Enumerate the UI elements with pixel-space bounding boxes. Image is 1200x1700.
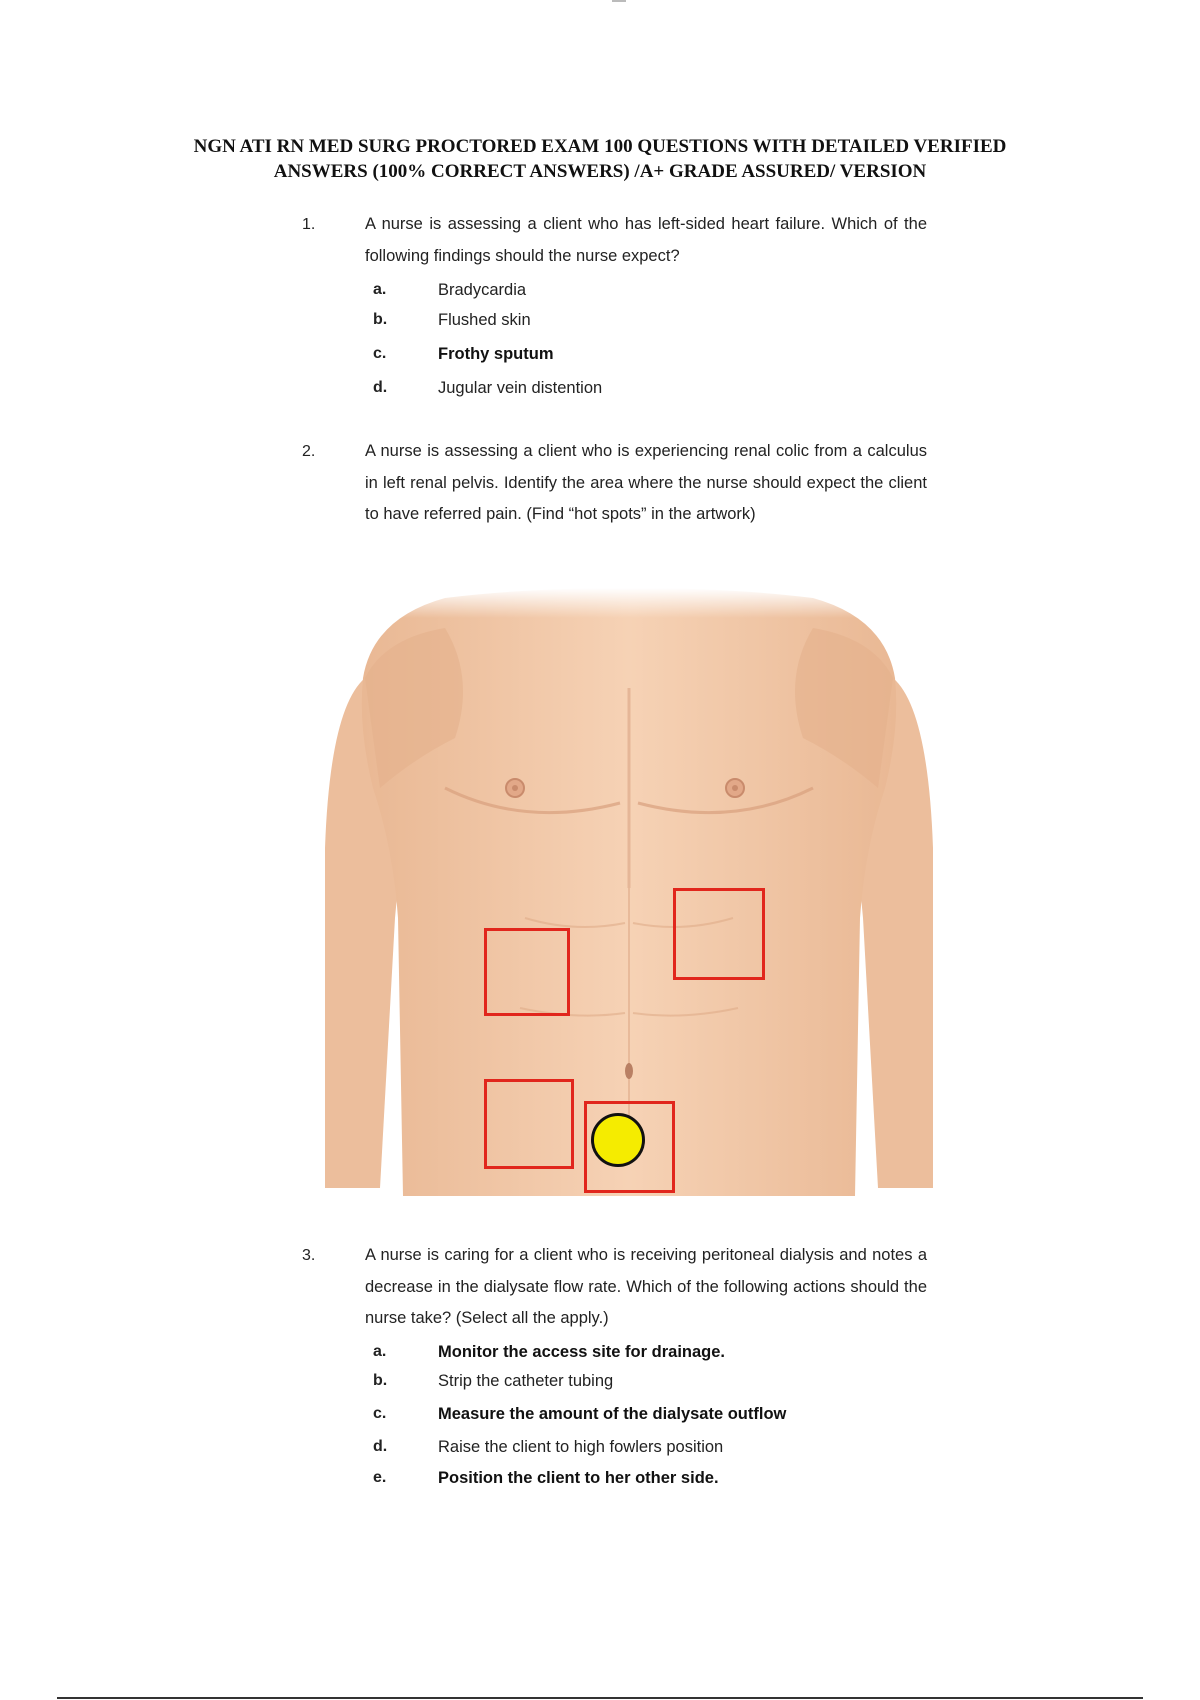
hotspot-lower-left[interactable] <box>484 1079 574 1169</box>
answer-option-correct[interactable] <box>0 1398 1200 1430</box>
option-text: Monitor the access site for drainage. <box>438 1343 725 1361</box>
title-line-2: ANSWERS (100% CORRECT ANSWERS) /A+ GRADE ASSURED/ VERSION <box>273 161 927 182</box>
question-number: 3. <box>302 1247 316 1264</box>
answer-option[interactable] <box>0 274 1200 306</box>
option-text: Jugular vein distention <box>438 379 603 397</box>
option-letter: e. <box>373 1469 387 1486</box>
answer-option-correct[interactable] <box>0 1462 1200 1494</box>
question-number: 1. <box>302 216 316 233</box>
title-line-1: NGN ATI RN MED SURG PROCTORED EXAM 100 QUESTIONS WITH DETAILED VERIFIED <box>193 136 1007 157</box>
option-letter: c. <box>373 345 387 362</box>
answer-option-correct[interactable] <box>0 338 1200 370</box>
option-letter: d. <box>373 379 388 396</box>
answer-option[interactable] <box>0 304 1200 336</box>
question-number: 2. <box>302 443 316 460</box>
option-text: Position the client to her other side. <box>438 1469 719 1487</box>
option-text: Raise the client to high fowlers position <box>438 1438 724 1456</box>
option-letter: b. <box>373 1372 388 1389</box>
page-title <box>100 134 1100 184</box>
option-text: Flushed skin <box>438 311 531 329</box>
option-text: Measure the amount of the dialysate outflow <box>438 1405 787 1423</box>
answer-option[interactable] <box>0 1365 1200 1397</box>
option-letter: d. <box>373 1438 388 1455</box>
option-text: Frothy sputum <box>438 345 554 363</box>
answer-option[interactable] <box>0 1431 1200 1463</box>
question-text: A nurse is assessing a client who has left-sided heart failure. Which of the following findings should the nurse expect? <box>365 215 927 265</box>
answer-option-correct[interactable] <box>0 1336 1200 1368</box>
answer-option[interactable] <box>0 372 1200 404</box>
hotspot-upper-right[interactable] <box>673 888 765 980</box>
hotspot-upper-left[interactable] <box>484 928 570 1016</box>
option-letter: a. <box>373 281 387 298</box>
option-text: Strip the catheter tubing <box>438 1372 614 1390</box>
option-letter: c. <box>373 1405 387 1422</box>
question-text: A nurse is assessing a client who is experiencing renal colic from a calculus in left renal pelvis. Identify the area where the nurse should expect the client to have referred pain. (Find “hot spots” in the artwork) <box>365 442 927 523</box>
question-text: A nurse is caring for a client who is receiving peritoneal dialysis and notes a decrease in the dialysate flow rate. Which of the following actions should the nurse take? (Select all the apply.) <box>365 1246 927 1327</box>
option-text: Bradycardia <box>438 281 527 299</box>
footer-rule <box>57 1697 1143 1699</box>
selected-hotspot-marker <box>591 1113 645 1167</box>
torso-hotspot-figure <box>325 588 933 1196</box>
top-mark <box>612 0 626 2</box>
option-letter: b. <box>373 311 388 328</box>
option-letter: a. <box>373 1343 387 1360</box>
